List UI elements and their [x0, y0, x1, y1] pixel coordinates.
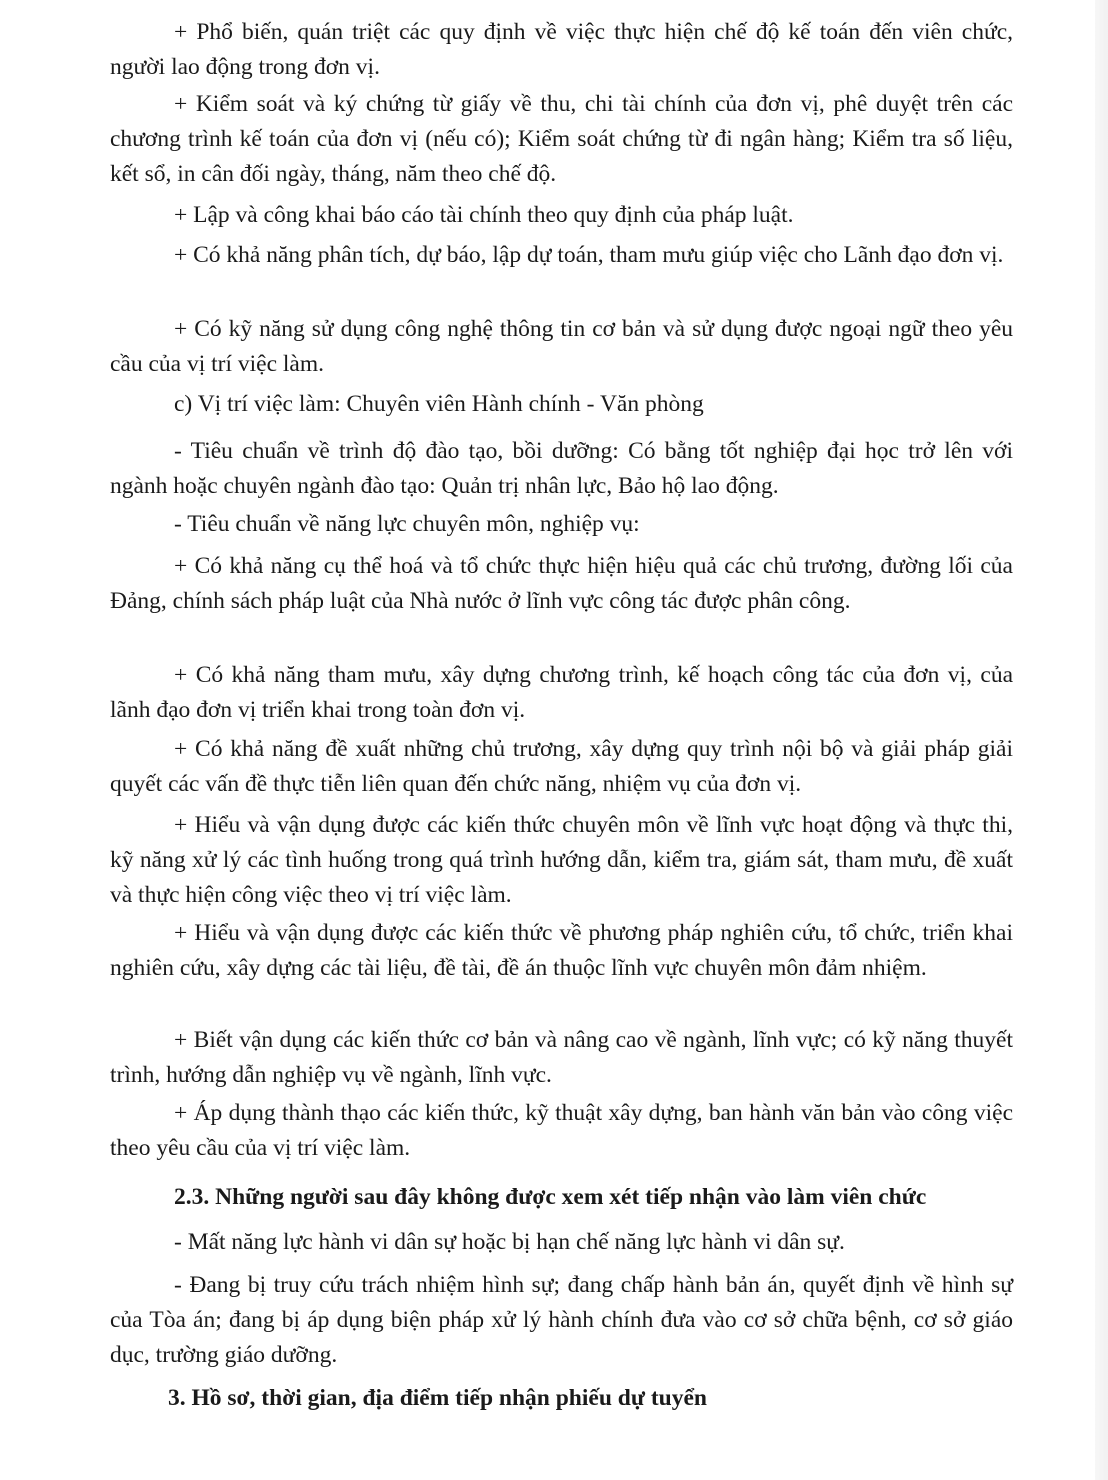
paragraph-financial-report: + Lập và công khai báo cáo tài chính theo quy định của pháp luật. — [174, 202, 794, 228]
paragraph-accounting-dissemination: + Phổ biến, quán triệt các quy định về việc thực hiện chế độ kế toán đến viên chức, người lao động trong đơn vị. — [110, 19, 1013, 80]
paragraph-professional-standard: - Tiêu chuẩn về năng lực chuyên môn, nghiệp vụ: — [174, 511, 640, 537]
paragraph-advisory-planning: + Có khả năng tham mưu, xây dựng chương trình, kế hoạch công tác của đơn vị, của lãnh đạo đơn vị triển khai trong toàn đơn vị. — [110, 662, 1013, 723]
paragraph-it-skills: + Có kỹ năng sử dụng công nghệ thông tin cơ bản và sử dụng được ngoại ngữ theo yêu cầu của vị trí việc làm. — [110, 316, 1013, 377]
heading-section-3: 3. Hồ sơ, thời gian, địa điểm tiếp nhận phiếu dự tuyển — [168, 1385, 707, 1411]
paragraph-research-methods: + Hiểu và vận dụng được các kiến thức về phương pháp nghiên cứu, tổ chức, triển khai nghiên cứu, xây dựng các tài liệu, đề tài, đề án thuộc lĩnh vực chuyên môn đảm nhiệm. — [110, 920, 1013, 981]
paragraph-document-drafting: + Áp dụng thành thạo các kiến thức, kỹ thuật xây dựng, ban hành văn bản vào công việc theo yêu cầu của vị trí việc làm. — [110, 1100, 1013, 1161]
heading-section-2-3: 2.3. Những người sau đây không được xem xét tiếp nhận vào làm viên chức — [174, 1184, 927, 1210]
paragraph-analysis-ability: + Có khả năng phân tích, dự báo, lập dự toán, tham mưu giúp việc cho Lãnh đạo đơn vị. — [174, 242, 1004, 268]
paragraph-policy-implementation: + Có khả năng cụ thể hoá và tổ chức thực hiện hiệu quả các chủ trương, đường lối của Đảng, chính sách pháp luật của Nhà nước ở lĩnh vực công tác được phân công. — [110, 553, 1013, 614]
page-edge-strip — [1095, 0, 1108, 1480]
paragraph-education-standard: - Tiêu chuẩn về trình độ đào tạo, bồi dưỡng: Có bằng tốt nghiệp đại học trở lên với ngành hoặc chuyên ngành đào tạo: Quản trị nhân lực, Bảo hộ lao động. — [110, 438, 1013, 499]
paragraph-criminal-liability: - Đang bị truy cứu trách nhiệm hình sự; đang chấp hành bản án, quyết định về hình sự của Tòa án; đang bị áp dụng biện pháp xử lý hành chính đưa vào cơ sở chữa bệnh, cơ sở giáo dục, trường giáo dưỡng. — [110, 1272, 1013, 1368]
paragraph-advanced-knowledge: + Biết vận dụng các kiến thức cơ bản và nâng cao về ngành, lĩnh vực; có kỹ năng thuyết trình, hướng dẫn nghiệp vụ về ngành, lĩnh vực. — [110, 1027, 1013, 1088]
paragraph-proposal-ability: + Có khả năng đề xuất những chủ trương, xây dựng quy trình nội bộ và giải pháp giải quyết các vấn đề thực tiễn liên quan đến chức năng, nhiệm vụ của đơn vị. — [110, 736, 1013, 797]
paragraph-professional-knowledge: + Hiểu và vận dụng được các kiến thức chuyên môn về lĩnh vực hoạt động và thực thi, kỹ năng xử lý các tình huống trong quá trình hướng dẫn, kiểm tra, giám sát, tham mưu, đề xuất và thực hiện công việc theo vị trí việc làm. — [110, 812, 1013, 908]
heading-position-admin-office: c) Vị trí việc làm: Chuyên viên Hành chính - Văn phòng — [174, 391, 704, 417]
paragraph-civil-capacity: - Mất năng lực hành vi dân sự hoặc bị hạn chế năng lực hành vi dân sự. — [174, 1229, 845, 1255]
paragraph-accounting-control: + Kiểm soát và ký chứng từ giấy về thu, chi tài chính của đơn vị, phê duyệt trên các chương trình kế toán của đơn vị (nếu có); Kiểm soát chứng từ đi ngân hàng; Kiểm tra số liệu, kết sổ, in cân đối ngày, tháng, năm theo chế độ. — [110, 91, 1013, 187]
